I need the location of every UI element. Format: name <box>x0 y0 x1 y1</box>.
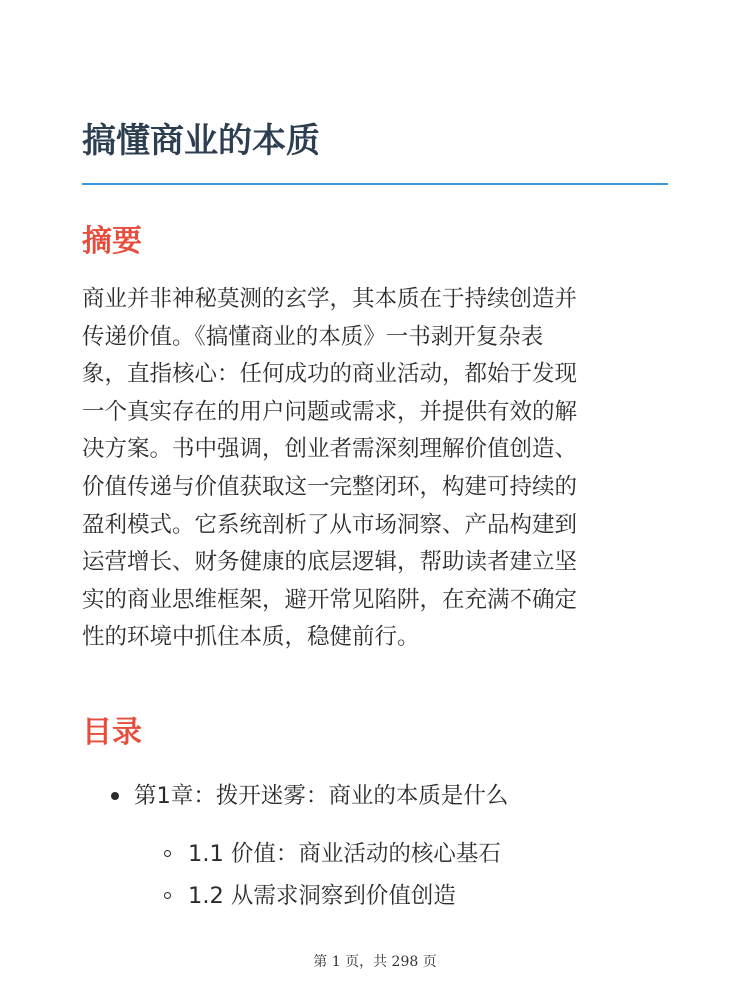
summary-line: 运营增长、财务健康的底层逻辑，帮助读者建立坚 <box>82 549 578 576</box>
summary-line: 决方案。书中强调，创业者需深刻理解价值创造、 <box>82 436 578 463</box>
toc-section-1-1[interactable] <box>188 834 501 874</box>
document-title: 搞懂商业的本质 <box>82 121 320 161</box>
bullet-circle-icon <box>164 892 171 899</box>
page-footer: 第 1 页，共 298 页 <box>313 954 437 970</box>
summary-line: 实的商业思维框架，避开常见陷阱，在充满不确定 <box>82 586 578 613</box>
summary-line: 一个真实存在的用户问题或需求，并提供有效的解 <box>82 398 578 425</box>
toc-chapter-1[interactable] <box>134 776 508 816</box>
summary-line: 性的环境中抓住本质，稳健前行。 <box>82 624 420 651</box>
toc-section-1-2-label: 1.2 从需求洞察到价值创造 <box>188 883 456 909</box>
summary-line: 商业并非神秘莫测的玄学，其本质在于持续创造并 <box>82 286 578 312</box>
bullet-circle-icon <box>164 850 171 857</box>
summary-paragraph <box>82 281 678 657</box>
toc-section-1-1-label: 1.1 价值：商业活动的核心基石 <box>188 841 501 867</box>
summary-line: 盈利模式。它系统剖析了从市场洞察、产品构建到 <box>82 511 578 538</box>
summary-line: 价值传递与价值获取这一完整闭环，构建可持续的 <box>82 473 578 500</box>
toc-section-1-2[interactable] <box>188 876 456 916</box>
bullet-disc-icon <box>111 792 119 800</box>
title-divider <box>82 183 668 185</box>
summary-line: 传递价值。《搞懂商业的本质》一书剥开复杂表 <box>82 323 544 350</box>
summary-line: 象，直指核心：任何成功的商业活动，都始于发现 <box>82 361 578 388</box>
toc-chapter-1-label: 第1章：拨开迷雾：商业的本质是什么 <box>134 783 509 809</box>
summary-heading: 摘要 <box>82 224 142 259</box>
toc-heading: 目录 <box>82 715 142 750</box>
